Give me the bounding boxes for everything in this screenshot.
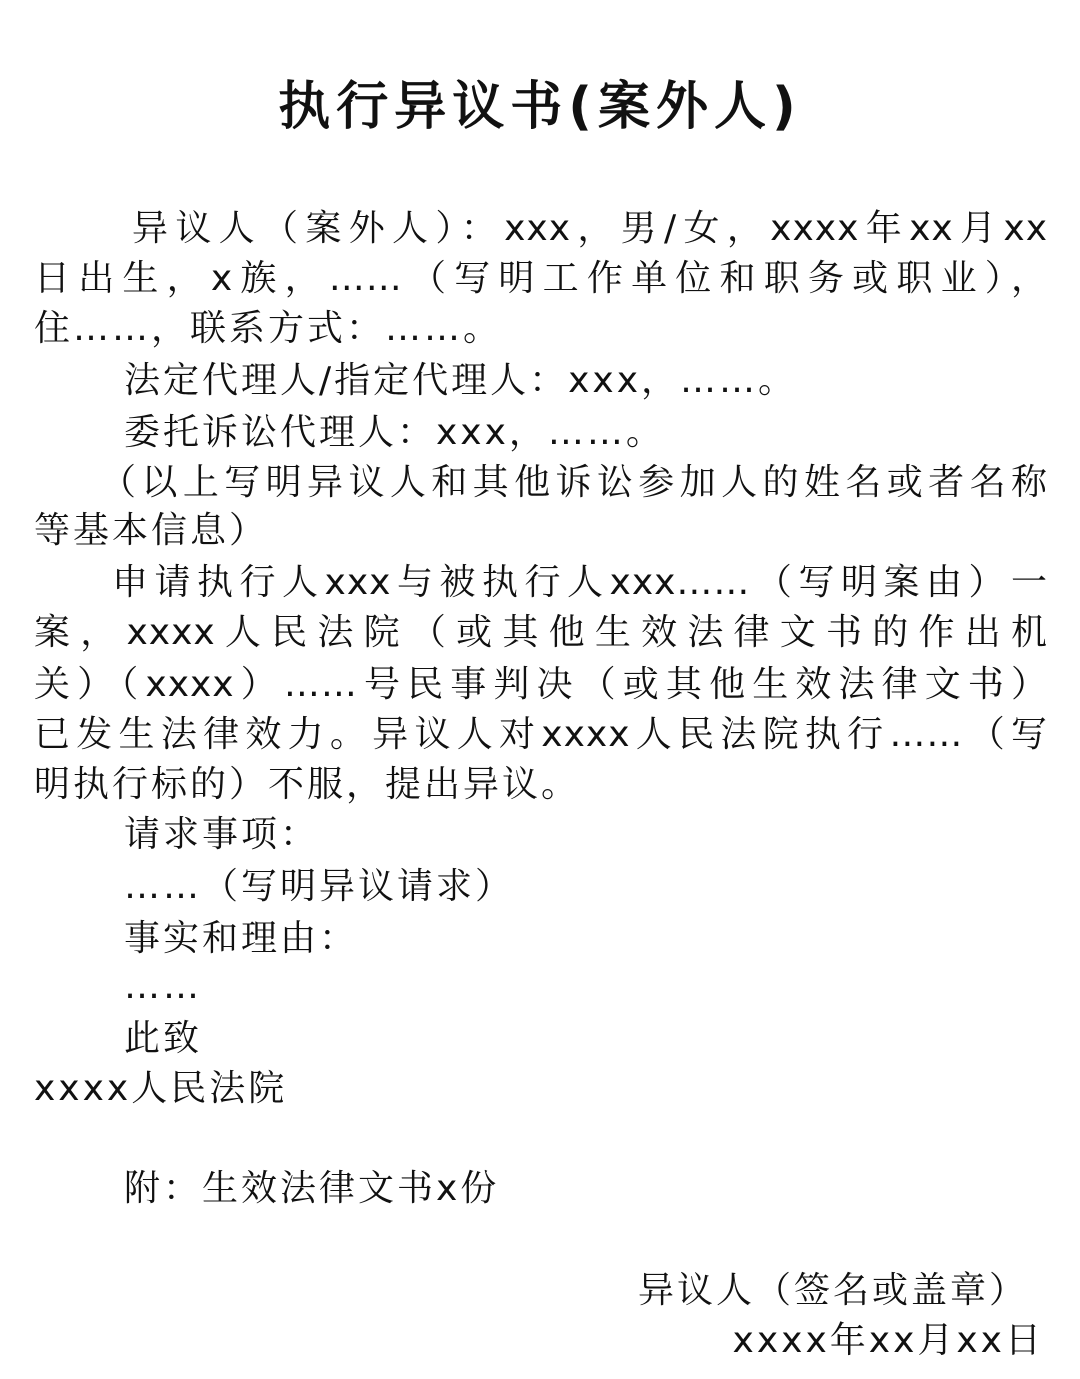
- text-line-7: 等基本信息）: [34, 510, 269, 551]
- text-line-13: 请求事项：: [124, 814, 320, 855]
- text-line-4: 法定代理人/指定代理人：xxx，……。: [124, 360, 798, 401]
- text-line-11: 已发生法律效力。异议人对xxxx人民法院执行……（写: [34, 714, 1048, 755]
- text-line-18: xxxx人民法院: [34, 1068, 288, 1109]
- text-line-14: ……（写明异议请求）: [124, 866, 515, 907]
- text-line-9: 案，xxxx人民法院（或其他生效法律文书的作出机: [34, 612, 1048, 653]
- text-line-19: 附：生效法律文书x份: [124, 1168, 500, 1209]
- text-line-12: 明执行标的）不服，提出异议。: [34, 764, 581, 805]
- text-line-16: ……: [124, 966, 202, 1007]
- text-line-3: 住……，联系方式：……。: [34, 308, 503, 349]
- text-line-6: （以上写明异议人和其他诉讼参加人的姓名或者名称: [100, 462, 1048, 503]
- text-line-15: 事实和理由：: [124, 918, 359, 959]
- signature-line: 异议人（签名或盖章）: [637, 1270, 1028, 1311]
- date-line: xxxx年xx月xx日: [732, 1320, 1044, 1361]
- document-title: 执行异议书(案外人): [278, 77, 802, 137]
- text-line-17: 此致: [124, 1018, 203, 1059]
- text-line-2: 日出生，x族，……（写明工作单位和职务或职业），: [34, 258, 1048, 299]
- text-line-1: 异议人（案外人）：xxx，男/女，xxxx年xx月xx: [132, 208, 1048, 249]
- text-line-8: 申请执行人xxx与被执行人xxx……（写明案由）一: [112, 562, 1048, 603]
- text-line-5: 委托诉讼代理人：xxx，……。: [124, 412, 665, 453]
- text-line-10: 关）（xxxx）……号民事判决（或其他生效法律文书）: [34, 664, 1048, 705]
